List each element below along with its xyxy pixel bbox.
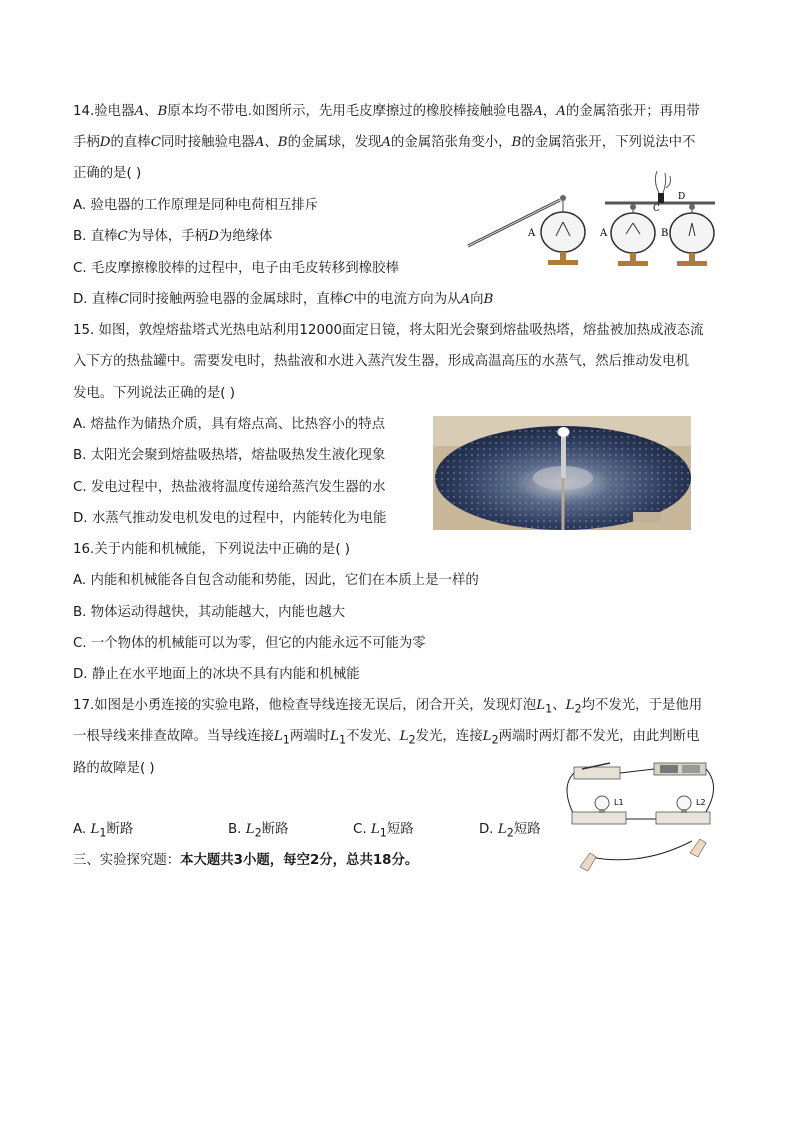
- lamp-l1: [595, 796, 609, 810]
- q15-stem-line2: 入下方的热盐罐中。需要发电时，热盐液和水进入蒸汽发生器，形成高温高压的水蒸气，然后推动发电机: [73, 354, 689, 369]
- q16-option-d: D. 静止在水平地面上的冰块不具有内能和机械能: [73, 667, 360, 682]
- q14-stem-line3: 正确的是( ): [73, 166, 142, 181]
- q16-option-b: B. 物体运动得越快，其动能越大，内能也越大: [73, 605, 346, 620]
- section3-heading: 三、实验探究题：本大题共3小题，每空2分，总共18分。: [73, 853, 419, 868]
- q16-stem: 16.关于内能和机械能，下列说法中正确的是( ): [73, 542, 351, 557]
- q14-option-a: A. 验电器的工作原理是同种电荷相互排斥: [73, 198, 319, 213]
- q17-option-b: B. $L_2$断路: [228, 822, 289, 840]
- q17-option-a: A. $L_1$断路: [73, 822, 134, 840]
- svg-text:A: A: [600, 228, 608, 239]
- switch: [574, 767, 620, 779]
- q16-option-a: A. 内能和机械能各自包含动能和势能，因此，它们在本质上是一样的: [73, 573, 479, 588]
- q16-option-c: C. 一个物体的机械能可以为零，但它的内能永远不可能为零: [73, 636, 426, 651]
- q14-option-d: D. 直棒C同时接触两验电器的金属球时，直棒C中的电流方向为从A向B: [73, 292, 494, 307]
- solar-tower: [561, 430, 566, 478]
- q17-stem-line1: 17.如图是小勇连接的实验电路，他检查导线连接无误后，闭合开关，发现灯泡$L_1$、$L_2$均不发光，于是他用: [73, 698, 703, 716]
- q14-stem-line1: 14.验电器A、B原本均不带电.如图所示，先用毛皮摩擦过的橡胶棒接触验电器A，A的金属箔张开；再用带: [73, 104, 700, 119]
- svg-text:L1: L1: [614, 798, 624, 807]
- q15-option-b: B. 太阳光会聚到熔盐吸热塔，熔盐吸热发生液化现象: [73, 448, 386, 463]
- q15-option-d: D. 水蒸气推动发电机发电的过程中，内能转化为电能: [73, 511, 387, 526]
- q14-option-b: B. 直棒C为导体，手柄D为绝缘体: [73, 229, 273, 244]
- electroscope-b: [670, 204, 714, 266]
- electroscope-figure: [460, 160, 730, 270]
- circuit-figure: [562, 757, 722, 872]
- q17-stem-line2: 一根导线来排查故障。当导线连接$L_1$两端时$L_1$不发光、$L_2$发光，连接$L_2$两端时两灯都不发光，由此判断电: [73, 729, 700, 747]
- q17-option-d: D. $L_2$短路: [479, 822, 541, 840]
- electroscope-a-right: [611, 204, 655, 266]
- q15-option-c: C. 发电过程中，热盐液将温度传递给蒸汽发生器的水: [73, 480, 386, 495]
- q15-stem-line3: 发电。下列说法正确的是( ): [73, 386, 236, 401]
- svg-text:B: B: [661, 228, 669, 239]
- q14-option-c: C. 毛皮摩擦橡胶棒的过程中，电子由毛皮转移到橡胶棒: [73, 261, 399, 276]
- svg-text:C: C: [653, 204, 660, 214]
- q15-stem-line1: 15. 如图，敦煌熔盐塔式光热电站利用12000面定日镜，将太阳光会聚到熔盐吸热塔，熔盐被加热成液态流: [73, 323, 704, 338]
- svg-text:A: A: [528, 228, 536, 239]
- handle-d: [658, 193, 664, 203]
- left-hand: [580, 853, 596, 871]
- svg-text:D: D: [678, 192, 686, 202]
- q17-stem-line3: 路的故障是( ): [73, 761, 155, 776]
- solar-tower-photo: [433, 416, 691, 530]
- right-hand: [690, 839, 706, 857]
- q14-stem-line2: 手柄D的直棒C同时接触验电器A、B的金属球，发现A的金属箔张角变小，B的金属箔张开，下列说法中不: [73, 135, 696, 150]
- q17-option-c: C. $L_1$短路: [353, 822, 414, 840]
- lamp-l2: [677, 796, 691, 810]
- q15-option-a: A. 熔盐作为储热介质，具有熔点高、比热容小的特点: [73, 417, 386, 432]
- svg-text:L2: L2: [696, 798, 706, 807]
